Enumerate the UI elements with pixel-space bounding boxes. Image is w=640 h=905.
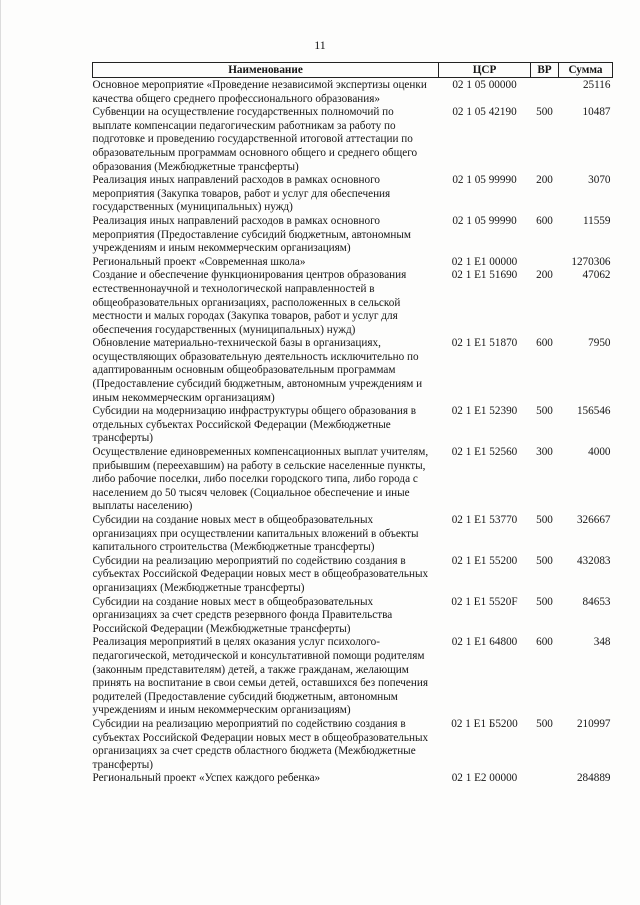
- row-csr: 02 1 05 00000: [452, 79, 517, 91]
- row-sum: 11559: [582, 214, 611, 227]
- row-name: Обновление материально-технической базы в организациях, осуществляющих образовательную деятельность исключительно по адаптированным основным общеобразовательным программам (Предоставление субсидий бюджетным, автономным учреждениям и иным некоммерческим организациям): [92, 337, 423, 404]
- row-csr: 02 1 E2 00000: [451, 772, 518, 785]
- row-sum: 1270306: [571, 255, 611, 268]
- row-csr: 02 1 E1 52390: [451, 405, 518, 418]
- row-name: Субвенции на осуществление государственных полномочий по выплате компенсации педагогическим работникам за работу по подготовке и проведению государственной итоговой аттестации по образовательным программам основного общего и среднего общего образования (Межбюджетные трансферты): [92, 106, 418, 173]
- header-sum: Сумма: [559, 63, 613, 78]
- row-name: Субсидии на создание новых мест в общеобразовательных организациях за счет средств резервного фонда Правительства Российской Федерации (Межбюджетные трансферты): [92, 595, 393, 635]
- table-row: [93, 174, 613, 215]
- table-row: [93, 555, 613, 596]
- row-csr: 02 1 05 99990: [452, 214, 517, 227]
- row-name: Осуществление единовременных компенсационных выплат учителям, прибывшим (переехавшим) на работу в сельские населенные пункты, либо рабочие поселки, либо поселки городского типа, либо города с населением до 50 тысяч человек (Социальное обеспечение и иные выплаты населению): [92, 446, 429, 513]
- row-csr: 02 1 E1 00000: [451, 255, 518, 268]
- row-vr: [531, 256, 559, 270]
- row-vr: [531, 772, 559, 786]
- row-sum: 326667: [576, 514, 611, 526]
- row-sum: 10487: [582, 106, 611, 119]
- row-vr: [531, 78, 559, 107]
- row-sum: 210997: [576, 717, 611, 730]
- table-row: [93, 106, 613, 174]
- row-vr: 200: [536, 269, 553, 282]
- budget-table: [92, 62, 613, 786]
- row-name: Субсидии на реализацию мероприятий по содействию создания в субъектах Российской Федерации новых мест в общеобразовательных организациях за счет средств областного бюджета (Межбюджетные трансферты): [92, 717, 429, 771]
- row-vr: 300: [536, 446, 553, 459]
- row-sum: 3070: [588, 174, 611, 187]
- row-sum: 84653: [582, 595, 611, 608]
- row-vr: 500: [536, 514, 553, 526]
- row-name: Реализация иных направлений расходов в рамках основного мероприятия (Закупка товаров, работ и услуг для обеспечения государственных (муниципальных) нужд): [92, 174, 391, 214]
- header-name: Наименование: [93, 63, 439, 78]
- row-vr: 500: [536, 106, 553, 119]
- row-vr: 500: [536, 595, 553, 608]
- table-row: [93, 446, 613, 514]
- row-vr: 200: [536, 174, 553, 187]
- scan-edge: [0, 0, 1, 905]
- row-csr: 02 1 E1 51870: [451, 337, 518, 350]
- table-row: [93, 405, 613, 446]
- table-row: [93, 514, 613, 555]
- row-csr: 02 1 E1 52560: [451, 446, 518, 459]
- row-csr: 02 1 E1 5520F: [451, 595, 518, 608]
- table-row: [93, 78, 613, 107]
- row-name: Реализация иных направлений расходов в рамках основного мероприятия (Предоставление субсидий бюджетным, автономным учреждениям и иным некоммерческим организациям): [92, 214, 411, 255]
- table-row: [93, 215, 613, 256]
- row-csr: 02 1 05 42190: [452, 106, 517, 119]
- table-row: [93, 337, 613, 405]
- table-row: [93, 772, 613, 786]
- table-row: [93, 718, 613, 772]
- row-vr: 600: [536, 636, 553, 649]
- row-name: Региональный проект «Современная школа»: [92, 255, 306, 268]
- table-row: [93, 256, 613, 270]
- row-vr: 500: [536, 717, 553, 730]
- row-sum: 4000: [588, 446, 611, 459]
- row-name: Региональный проект «Успех каждого ребенка»: [92, 772, 321, 785]
- row-name: Субсидии на создание новых мест в общеобразовательных организациях при осуществлении капитальных вложений в объекты капитального строительства (Межбюджетные трансферты): [92, 514, 419, 554]
- row-csr: 02 1 E1 53770: [451, 514, 518, 526]
- row-sum: 284889: [576, 772, 611, 785]
- row-vr: 500: [536, 405, 553, 418]
- row-name: Субсидии на реализацию мероприятий по содействию создания в субъектах Российской Федерации новых мест в общеобразовательных организациях (Межбюджетные трансферты): [92, 554, 429, 594]
- row-vr: 600: [536, 337, 553, 350]
- table-row: [93, 596, 613, 637]
- header-csr: ЦСР: [439, 63, 531, 78]
- table-row: [93, 636, 613, 718]
- row-sum: 348: [593, 636, 611, 649]
- row-csr: 02 1 05 99990: [452, 174, 517, 187]
- row-name: Реализация мероприятий в целях оказания услуг психолого-педагогической, методической и консультативной помощи родителям (законным представителям) детей, а также гражданам, желающим принять на воспитание в свои семьи детей, оставшихся без попечения родителей (Предоставление субсидий бюджетным, автономным учреждениям и иным некоммерческим организациям): [92, 636, 428, 717]
- row-csr: 02 1 E1 51690: [451, 269, 518, 282]
- row-sum: 432083: [576, 554, 611, 567]
- row-sum: 7950: [588, 337, 611, 350]
- row-csr: 02 1 E1 55200: [451, 554, 518, 567]
- row-name: Создание и обеспечение функционирования центров образования естественнонаучной и технологической направленностей в общеобразовательных организациях, расположенных в сельской местности и малых городах (Закупка товаров, работ и услуг для обеспечения государственных (муниципальных) нужд): [92, 269, 407, 336]
- row-vr: 600: [536, 214, 553, 227]
- row-vr: 500: [536, 554, 553, 567]
- row-name: Основное мероприятие «Проведение независимой экспертизы оценки качества общего среднего профессионального образования»: [92, 79, 427, 105]
- row-sum: 156546: [576, 405, 611, 418]
- row-sum: 47062: [582, 269, 611, 282]
- row-csr: 02 1 E1 64800: [451, 636, 518, 649]
- row-sum: 25116: [582, 79, 611, 91]
- table-header-row: [93, 63, 613, 78]
- table-row: [93, 269, 613, 337]
- row-csr: 02 1 E1 Б5200: [451, 717, 518, 730]
- row-name: Субсидии на модернизацию инфраструктуры общего образования в отдельных субъектах Российской Федерации (Межбюджетные трансферты): [92, 405, 417, 445]
- header-vr: ВР: [531, 63, 559, 78]
- page-number: 11: [314, 38, 326, 52]
